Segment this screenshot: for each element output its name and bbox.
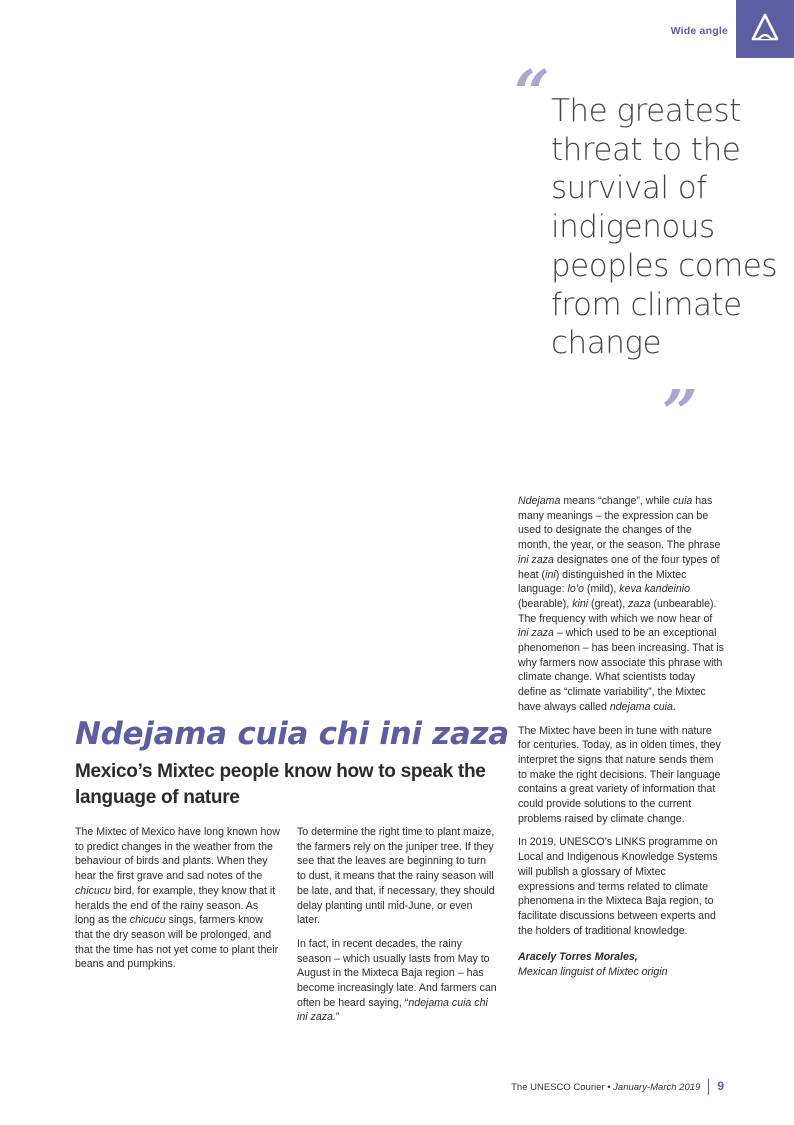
section-badge — [736, 0, 794, 58]
page-footer: The UNESCO Courier • January-March 2019 9 — [511, 1079, 724, 1095]
page-number: 9 — [717, 1079, 724, 1093]
article-column-3 — [518, 494, 724, 980]
author-credit — [518, 950, 724, 979]
issue-date: January-March 2019 — [613, 1082, 701, 1093]
quote-close-mark: ” — [662, 376, 698, 449]
paragraph: Ndejama means “change”, while cuia has many meanings – the expression can be used to designate the changes of the month, the year, or the season. The phrase ini zaza designates one of the four types of heat (ini) distinguished in the Mixtec language: lo’o (mild), keva kandeinio (bearable), kini (great), zaza (unbearable). The frequency with which we now hear of ini zaza – which used to be an exceptional phenomenon – has been increasing. That is why farmers now associate this phrase with climate change. What scientists today define as “climate variability”, the Mixtec have always called ndejama cuia. — [518, 495, 724, 713]
triangle-logo-icon — [750, 12, 780, 44]
article-column-1 — [75, 825, 280, 981]
paragraph: In 2019, UNESCO’s LINKS programme on Local and Indigenous Knowledge Systems will publish a glossary of Mixtec expressions and terms related to climate phenomena in the Mixteca Baja region, to facilitate discussions between experts and the holders of traditional knowledge. — [518, 836, 718, 937]
paragraph: In fact, in recent decades, the rainy season – which usually lasts from May to August in the Mixteca Baja region – has become increasingly late. And farmers can often be heard saying, “ndejama cuia chi ini zaza.” — [297, 937, 497, 1024]
paragraph: To determine the right time to plant maize, the farmers rely on the juniper tree. If they see that the leaves are beginning to turn to dust, it means that the rainy season will be late, and that, if necessary, they should delay planting until mid-June, or even later. — [297, 826, 495, 927]
article-title: Ndejama cuia chi ini zaza — [75, 716, 509, 752]
author-role: Mexican linguist of Mixtec origin — [518, 966, 668, 979]
article-subtitle: Mexico’s Mixtec people know how to speak the language of nature — [75, 761, 486, 808]
author-name: Aracely Torres Morales, — [518, 951, 638, 964]
quote-open-mark: “ — [514, 56, 550, 129]
paragraph: The Mixtec of Mexico have long known how to predict changes in the weather from the behaviour of birds and plants. When they hear the first grave and sad notes of the chicucu bird, for example, they know that it heralds the end of the rainy season. As long as the chicucu sings, farmers know that the dry season will be prolonged, and that the time has not yet come to plant their beans and pumpkins. — [75, 826, 280, 971]
paragraph: The Mixtec have been in tune with nature for centuries. Today, as in olden times, they interpret the signs that nature sends them to make the right decisions. Their language contains a great variety of information that could provide solutions to the current problems raised by climate change. — [518, 724, 721, 825]
pull-quote: The greatest threat to the survival of indigenous peoples comes from climate change — [551, 93, 778, 362]
publication-name: The UNESCO Courier — [511, 1082, 605, 1093]
footer-divider — [708, 1079, 709, 1095]
section-label: Wide angle — [670, 25, 728, 37]
article-column-2 — [297, 825, 497, 1034]
